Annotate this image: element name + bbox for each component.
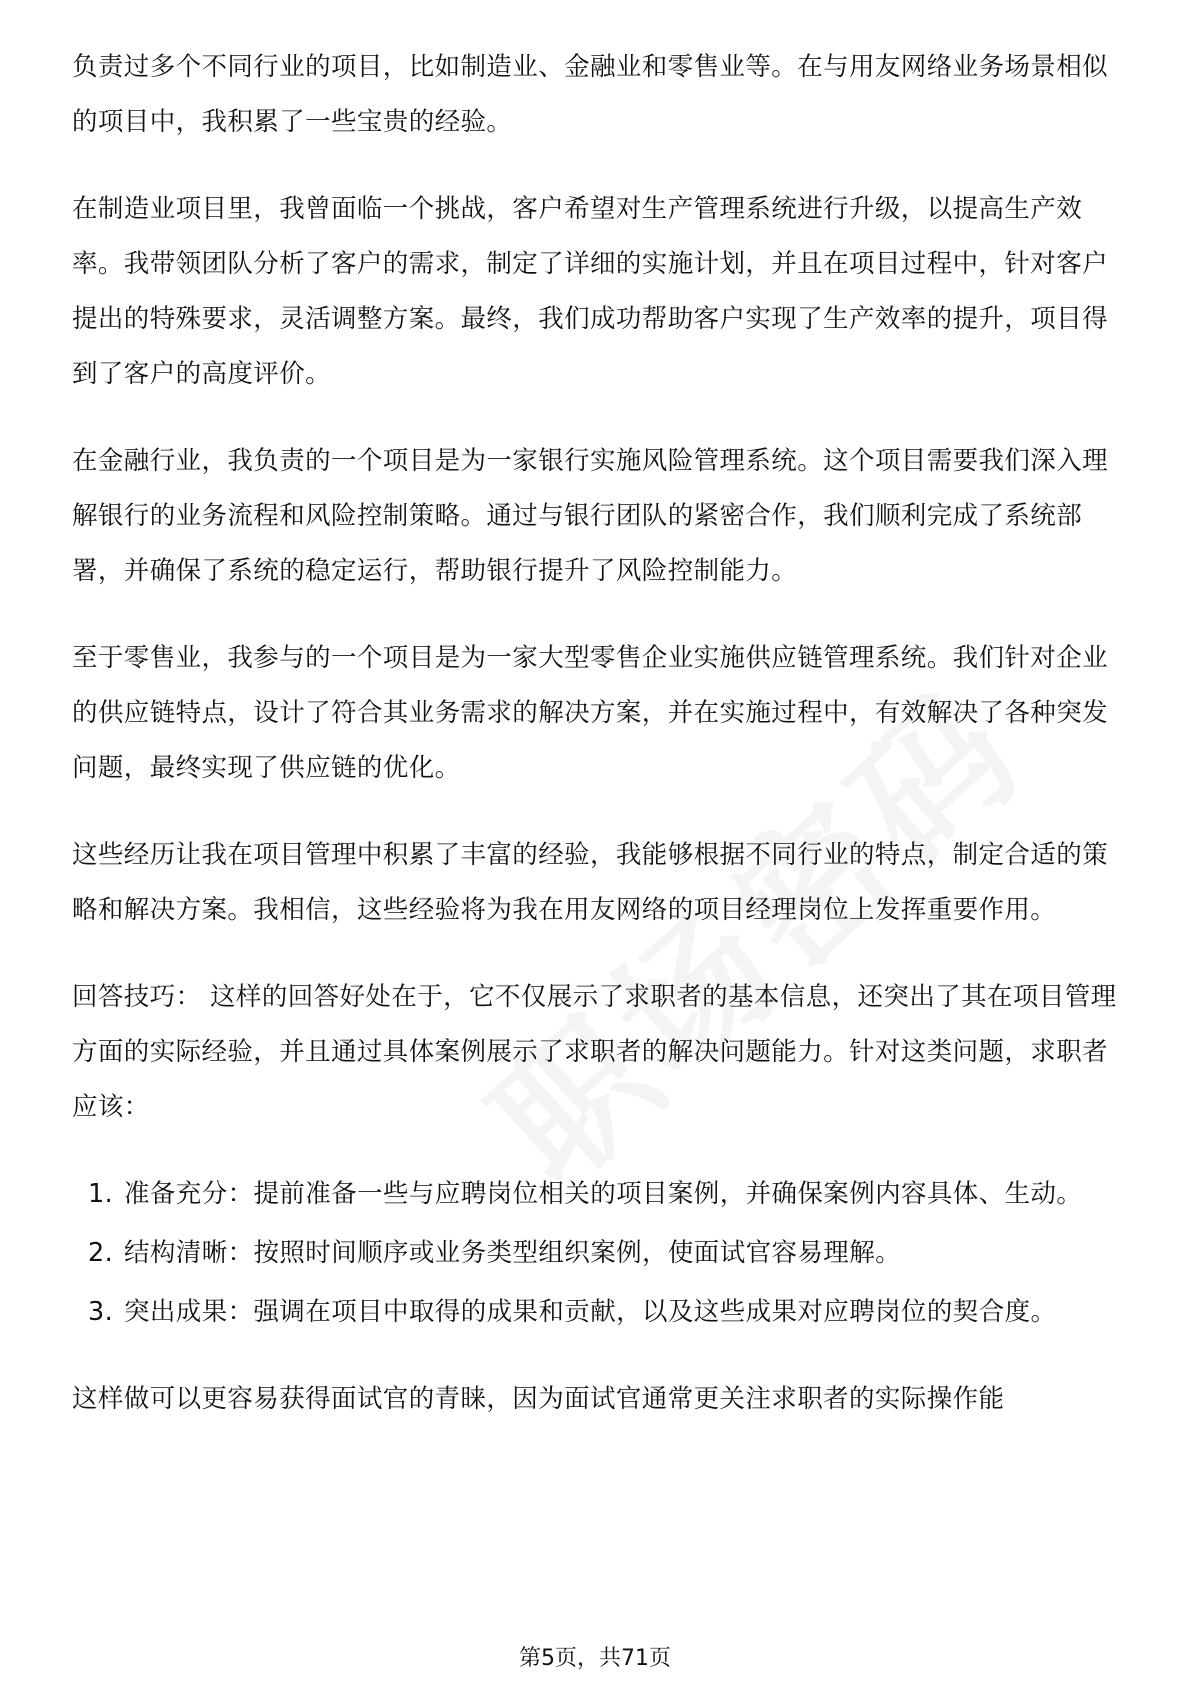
list-item-number: 2. (88, 1238, 114, 1268)
tips-intro (72, 970, 1122, 1135)
list-item (72, 1167, 1122, 1222)
list-item (72, 1285, 1122, 1340)
tips-list (72, 1167, 1122, 1340)
tips-label: 回答技巧： (72, 982, 202, 1012)
page-number: 第5页，共71页 (519, 1646, 671, 1671)
paragraph-closing: 这样做可以更容易获得面试官的青睐，因为面试官通常更关注求职者的实际操作能 (72, 1384, 1005, 1414)
list-item-text: 结构清晰：按照时间顺序或业务类型组织案例，使面试官容易理解。 (124, 1238, 902, 1268)
paragraph-retail: 至于零售业，我参与的一个项目是为一家大型零售企业实施供应链管理系统。我们针对企业的供应链特点，设计了符合其业务需求的解决方案，并在实施过程中，有效解决了各种突发问题，最终实现了供应链的优化。 (72, 643, 1109, 783)
paragraph-summary: 这些经历让我在项目管理中积累了丰富的经验，我能够根据不同行业的特点，制定合适的策略和解决方案。我相信，这些经验将为我在用友网络的项目经理岗位上发挥重要作用。 (72, 840, 1109, 925)
list-item-text: 突出成果：强调在项目中取得的成果和贡献，以及这些成果对应聘岗位的契合度。 (124, 1297, 1057, 1327)
paragraph-manufacturing: 在制造业项目里，我曾面临一个挑战，客户希望对生产管理系统进行升级，以提高生产效率。我带领团队分析了客户的需求，制定了详细的实施计划，并且在项目过程中，针对客户提出的特殊要求，灵活调整方案。最终，我们成功帮助客户实现了生产效率的提升，项目得到了客户的高度评价。 (72, 194, 1109, 389)
list-item-number: 1. (88, 1179, 114, 1209)
document-body (72, 40, 1122, 1459)
list-item-number: 3. (88, 1297, 114, 1327)
paragraph-intro: 负责过多个不同行业的项目，比如制造业、金融业和零售业等。在与用友网络业务场景相似的项目中，我积累了一些宝贵的经验。 (72, 52, 1109, 137)
tips-intro-text: 这样的回答好处在于，它不仅展示了求职者的基本信息，还突出了其在项目管理方面的实际经验，并且通过具体案例展示了求职者的解决问题能力。针对这类问题，求职者应该： (72, 982, 1117, 1122)
list-item (72, 1226, 1122, 1281)
list-item-text: 准备充分：提前准备一些与应聘岗位相关的项目案例，并确保案例内容具体、生动。 (124, 1179, 1083, 1209)
paragraph-finance: 在金融行业，我负责的一个项目是为一家银行实施风险管理系统。这个项目需要我们深入理解银行的业务流程和风险控制策略。通过与银行团队的紧密合作，我们顺利完成了系统部署，并确保了系统的稳定运行，帮助银行提升了风险控制能力。 (72, 446, 1109, 586)
